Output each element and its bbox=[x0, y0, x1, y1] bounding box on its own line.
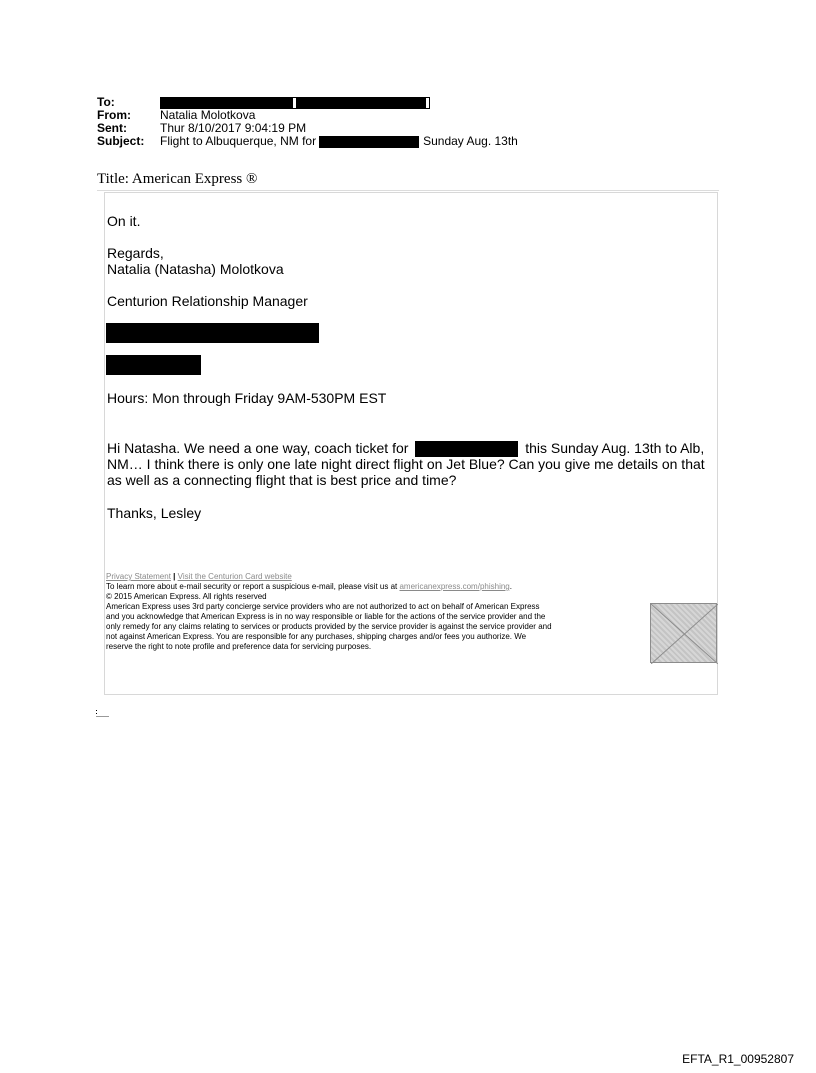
privacy-statement-link[interactable]: Privacy Statement bbox=[106, 572, 171, 581]
to-label: To: bbox=[97, 95, 115, 109]
redacted-subject-name bbox=[319, 136, 419, 148]
security-text: To learn more about e-mail security or report a suspicious e-mail, please visit us at bbox=[106, 582, 398, 591]
subject-label: Subject: bbox=[97, 134, 145, 148]
sent-value: Thur 8/10/2017 9:04:19 PM bbox=[160, 121, 307, 135]
underscore-mark-icon bbox=[96, 710, 110, 717]
footer-links bbox=[106, 572, 650, 582]
disclaimer-line-5: reserve the right to note profile and preference data for servicing purposes. bbox=[106, 642, 372, 651]
redacted-recipient-email bbox=[296, 97, 426, 109]
redacted-passenger-name bbox=[415, 441, 518, 457]
signature-role: Centurion Relationship Manager bbox=[107, 293, 308, 309]
disclaimer-line-4: not against American Express. You are responsible for any purchases, shipping charges and/or fees you authorize. We bbox=[106, 632, 527, 641]
email-footer bbox=[106, 572, 650, 652]
request-line-3: as well as a connecting flight that is best price and time? bbox=[107, 472, 457, 488]
email-header bbox=[97, 96, 518, 148]
redacted-recipient-name bbox=[160, 97, 292, 109]
link-separator: | bbox=[173, 572, 176, 581]
redacted-contact-line-1 bbox=[106, 323, 319, 343]
disclaimer-line-3: only remedy for any claims relating to services or products provided by the service provider is against the service provider and bbox=[106, 622, 552, 631]
subject-prefix: Flight to Albuquerque, NM for bbox=[160, 134, 317, 148]
security-end: . bbox=[509, 582, 512, 591]
request-line-1-start: Hi Natasha. We need a one way, coach ticket for bbox=[107, 440, 409, 456]
from-label: From: bbox=[97, 108, 131, 122]
stray-mark bbox=[96, 710, 110, 719]
reply-text: On it. bbox=[107, 213, 141, 229]
centurion-website-link[interactable]: Visit the Centurion Card website bbox=[177, 572, 292, 581]
hours-text: Hours: Mon through Friday 9AM-530PM EST bbox=[107, 390, 387, 406]
broken-image-icon bbox=[651, 604, 718, 664]
signature-name: Natalia (Natasha) Molotkova bbox=[107, 261, 284, 277]
copyright-text: © 2015 American Express. All rights reserved bbox=[106, 592, 267, 601]
from-value: Natalia Molotkova bbox=[160, 108, 256, 122]
broken-image-placeholder bbox=[650, 603, 717, 663]
sent-label: Sent: bbox=[97, 121, 127, 135]
redacted-contact-line-2 bbox=[106, 355, 201, 375]
thanks-text: Thanks, Lesley bbox=[107, 505, 202, 521]
document-id: EFTA_R1_00952807 bbox=[682, 1052, 794, 1066]
regards-text: Regards, bbox=[107, 245, 164, 261]
request-line-1-end: this Sunday Aug. 13th to Alb, bbox=[525, 440, 705, 456]
disclaimer-line-1: American Express uses 3rd party concierge service providers who are not authorized to act on behalf of American Express bbox=[106, 602, 540, 611]
disclaimer-line-2: and you acknowledge that American Express is in no way responsible or liable for the actions of the service provider and the bbox=[106, 612, 546, 621]
subject-row bbox=[97, 135, 518, 148]
email-title: Title: American Express ® bbox=[97, 171, 719, 191]
subject-suffix: Sunday Aug. 13th bbox=[423, 134, 518, 148]
request-line-2: NM… I think there is only one late night direct flight on Jet Blue? Can you give me details on that bbox=[107, 456, 705, 472]
security-notice bbox=[106, 582, 650, 592]
phishing-link[interactable]: americanexpress.com/phishing bbox=[399, 582, 510, 591]
bracket-close bbox=[426, 97, 430, 109]
request-line-1 bbox=[107, 440, 704, 457]
